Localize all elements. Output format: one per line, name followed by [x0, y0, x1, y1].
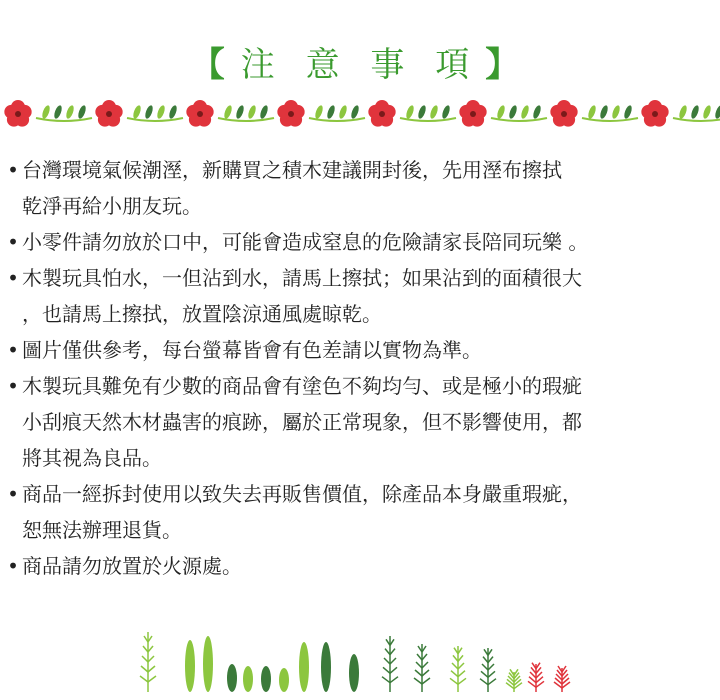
leaf-vine-icon	[309, 104, 365, 121]
note-first-line	[6, 224, 716, 260]
note-first-line	[6, 260, 716, 296]
red-flower-icon	[4, 100, 31, 127]
note-first-line	[6, 476, 716, 512]
bullet-icon: •	[7, 230, 19, 254]
red-flower-icon	[459, 100, 486, 127]
note-text: 木製玩具難免有少數的商品會有塗色不夠均勻、或是極小的瑕疵	[22, 374, 582, 398]
note-item	[6, 548, 716, 584]
fern-icon	[528, 663, 544, 692]
leaf-icon	[261, 666, 271, 692]
bullet-icon: •	[7, 374, 19, 398]
note-item	[6, 476, 716, 548]
note-text: 商品請勿放置於火源處。	[22, 554, 242, 578]
note-text: 圖片僅供參考，每台螢幕皆會有色差請以實物為準。	[22, 338, 482, 362]
page-title	[0, 40, 720, 90]
fern-icon	[382, 636, 398, 692]
fern-icon	[140, 632, 156, 692]
red-flower-icon	[186, 100, 213, 127]
leaf-vine-icon	[36, 104, 92, 121]
title-text: 注 意 事 項	[240, 45, 480, 85]
title-left-bracket: 【	[190, 45, 235, 85]
leaf-icon	[349, 654, 359, 692]
note-text: 小刮痕天然木材蟲害的痕跡，屬於正常現象，但不影響使用，都	[22, 410, 582, 434]
leaf-vine-icon	[127, 104, 183, 121]
leaf-vine-icon	[218, 104, 274, 121]
leaf-vine-icon	[673, 104, 720, 121]
note-text: 商品一經拆封使用以致失去再販售價值，除產品本身嚴重瑕疵，	[22, 482, 582, 506]
note-first-line	[6, 368, 716, 404]
note-first-line	[6, 332, 716, 368]
note-text: 小零件請勿放於口中，可能會造成窒息的危險請家長陪同玩樂 。	[22, 230, 589, 254]
fern-icon	[450, 646, 466, 692]
note-text: 將其視為良品。	[22, 446, 162, 470]
note-item	[6, 368, 716, 476]
red-flower-icon	[550, 100, 577, 127]
note-text: 台灣環境氣候潮溼，新購買之積木建議開封後，先用溼布擦拭	[22, 158, 562, 182]
bullet-icon: •	[7, 554, 19, 578]
note-item	[6, 332, 716, 368]
bullet-icon: •	[7, 482, 19, 506]
note-item	[6, 224, 716, 260]
notes-list	[6, 152, 716, 584]
plants-decoration	[128, 620, 588, 696]
red-flower-icon	[277, 100, 304, 127]
note-first-line	[6, 548, 716, 584]
leaf-icon	[279, 668, 289, 692]
leaf-vine-icon	[491, 104, 547, 121]
leaf-vine-icon	[400, 104, 456, 121]
fern-icon	[480, 648, 496, 692]
leaf-vine-icon	[582, 104, 638, 121]
bullet-icon: •	[7, 158, 19, 182]
leaf-icon	[203, 636, 213, 692]
note-text: 恕無法辦理退貨。	[22, 518, 182, 542]
leaf-icon	[185, 640, 195, 692]
note-item	[6, 260, 716, 332]
title-right-bracket: 】	[485, 45, 530, 85]
leaf-icon	[321, 642, 331, 692]
red-flower-icon	[641, 100, 668, 127]
bullet-icon: •	[7, 338, 19, 362]
fern-icon	[414, 644, 430, 692]
leaf-icon	[227, 664, 237, 692]
fern-icon	[506, 669, 522, 692]
fern-icon	[554, 666, 570, 692]
red-flower-icon	[368, 100, 395, 127]
note-text: 木製玩具怕水，一但沾到水，請馬上擦拭；如果沾到的面積很大	[22, 266, 582, 290]
floral-border-decoration	[0, 92, 720, 140]
red-flower-icon	[95, 100, 122, 127]
bullet-icon: •	[7, 266, 19, 290]
note-first-line	[6, 152, 716, 188]
note-item	[6, 152, 716, 224]
leaf-icon	[243, 666, 253, 692]
note-text: ，也請馬上擦拭，放置陰涼通風處晾乾。	[22, 302, 382, 326]
note-text: 乾淨再給小朋友玩。	[22, 194, 202, 218]
leaf-icon	[299, 642, 309, 692]
